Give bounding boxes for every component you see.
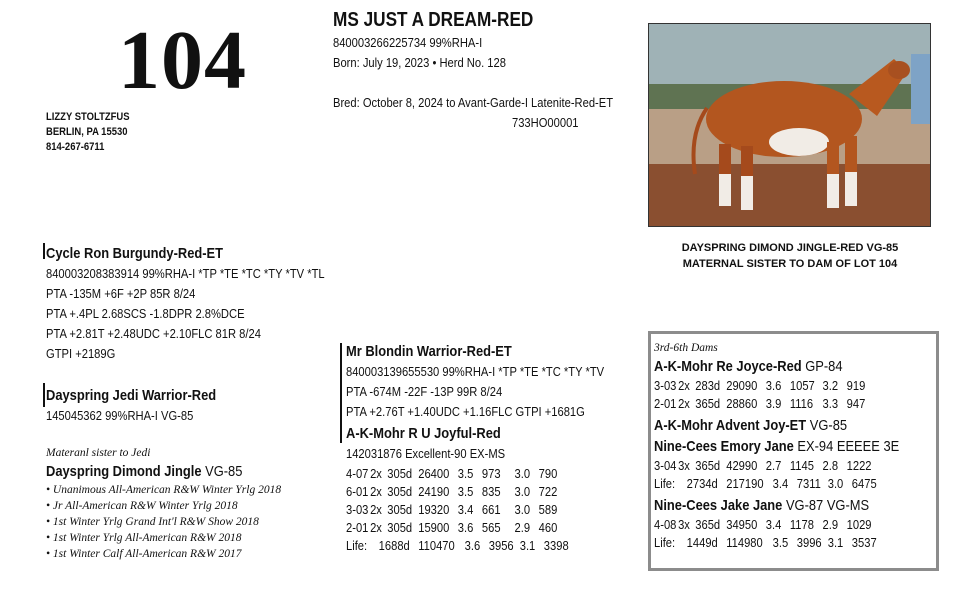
sister-awards <box>46 482 281 562</box>
granddam-records <box>346 465 610 555</box>
record-cell: 283d <box>695 378 721 393</box>
record-cell: 305d <box>387 520 413 535</box>
record-cell: 3.2 <box>822 378 839 393</box>
record-cell: 565 <box>481 520 501 535</box>
record-cell: 3.0 <box>514 466 531 481</box>
mgs-name: Mr Blondin Warrior-Red-ET <box>346 343 512 360</box>
record-cell: 305d <box>387 484 413 499</box>
record-cell: Life: <box>654 535 676 550</box>
box-dam2-heading <box>654 416 847 435</box>
award-item: • 1st Winter Yrlg All-American R&W 2018 <box>46 532 242 544</box>
lot-number: 104 <box>118 14 247 107</box>
record-cell: 790 <box>538 466 558 481</box>
mgs-line2: PTA -674M -22F -13P 99R 8/24 <box>346 384 503 399</box>
record-cell: 29090 <box>726 378 758 393</box>
record-cell: 2-01 <box>654 396 677 411</box>
record-cell: 1178 <box>789 517 814 532</box>
record-cell: 3.5 <box>772 535 789 550</box>
record-cell: 34950 <box>726 517 758 532</box>
record-cell: 110470 <box>418 538 455 553</box>
consignor-city: BERLIN, PA 15530 <box>46 126 128 138</box>
record-cell: 3x <box>678 517 690 532</box>
animal-bred: Bred: October 8, 2024 to Avant-Garde-I Latenite-Red-ET <box>333 95 614 110</box>
award-item: • Unanimous All-American R&W Winter Yrlg 2018 <box>46 484 282 496</box>
record-cell: 3.4 <box>772 476 789 491</box>
record-row <box>654 516 881 534</box>
sire-line5: GTPI +2189G <box>46 346 116 361</box>
box-dam1-score: GP-84 <box>801 358 843 375</box>
record-cell: 1145 <box>789 458 814 473</box>
record-cell: 3398 <box>543 538 569 553</box>
record-cell: 2.8 <box>822 458 839 473</box>
record-cell: 1222 <box>846 458 872 473</box>
record-cell: 661 <box>481 502 501 517</box>
record-cell: 835 <box>481 484 501 499</box>
box-dam3-heading <box>654 437 899 456</box>
record-row <box>346 519 573 537</box>
sister-note: Materanl sister to Jedi <box>46 447 151 459</box>
record-cell: 2734d <box>686 476 718 491</box>
record-cell: 2x <box>678 396 690 411</box>
record-cell: 365d <box>695 458 721 473</box>
sire-line3: PTA +.4PL 2.68SCS -1.8DPR 2.8%DCE <box>46 306 245 321</box>
record-cell: 2.9 <box>514 520 531 535</box>
record-cell: 3.4 <box>457 502 474 517</box>
cow-photo <box>648 23 931 227</box>
record-cell: 1688d <box>378 538 410 553</box>
record-cell: 3.3 <box>822 396 839 411</box>
box-dam3-records <box>654 457 918 493</box>
record-cell: 2.7 <box>765 458 782 473</box>
record-cell: 1057 <box>789 378 815 393</box>
record-row <box>346 501 573 519</box>
record-row <box>654 395 876 413</box>
record-cell: 3x <box>678 458 690 473</box>
mgs-bar <box>340 343 342 443</box>
record-cell: 1116 <box>789 396 814 411</box>
record-cell: 3.6 <box>765 378 782 393</box>
sire-bar <box>43 243 45 259</box>
record-cell: 4-08 <box>654 517 677 532</box>
record-cell: 460 <box>538 520 558 535</box>
record-cell: 2.9 <box>822 517 839 532</box>
animal-name: MS JUST A DREAM-RED <box>333 9 534 31</box>
record-cell: 305d <box>387 502 413 517</box>
sister-score: VG-85 <box>201 463 243 480</box>
sister-heading <box>46 462 242 481</box>
record-cell: Life: <box>654 476 676 491</box>
animal-id: 840003266225734 99%RHA-I <box>333 35 483 50</box>
record-cell: 3996 <box>796 535 822 550</box>
record-cell: 28860 <box>726 396 758 411</box>
record-cell: 3.0 <box>514 502 531 517</box>
box-dam3-name: Nine-Cees Emory Jane <box>654 438 794 455</box>
box-dam1-name: A-K-Mohr Re Joyce-Red <box>654 358 802 375</box>
record-cell: 3.6 <box>457 520 474 535</box>
sire-line1: 840003208383914 99%RHA-I *TP *TE *TC *TY *TV *TL <box>46 266 325 281</box>
box-dam4-name: Nine-Cees Jake Jane <box>654 497 783 514</box>
record-cell: 6-01 <box>346 484 369 499</box>
photo-caption-line1: DAYSPRING DIMOND JINGLE-RED VG-85 <box>681 242 899 254</box>
box-dam3-score: EX-94 EEEEE 3E <box>793 438 900 455</box>
dam-name: Dayspring Jedi Warrior-Red <box>46 387 217 404</box>
record-cell: 42990 <box>726 458 758 473</box>
record-cell: 1029 <box>846 517 872 532</box>
record-cell: 3.0 <box>827 476 844 491</box>
record-cell: 305d <box>387 466 413 481</box>
record-cell: 217190 <box>726 476 764 491</box>
box-dam1-heading <box>654 357 843 376</box>
animal-bred-code: 733HO00001 <box>512 115 579 130</box>
record-cell: 722 <box>538 484 558 499</box>
granddam-line1: 142031876 Excellent-90 EX-MS <box>346 446 506 461</box>
box-dam4-heading <box>654 496 869 515</box>
box-dam2-score: VG-85 <box>806 417 848 434</box>
record-cell: Life: <box>346 538 368 553</box>
sister-name: Dayspring Dimond Jingle <box>46 463 202 480</box>
record-cell: 365d <box>695 517 721 532</box>
box-dam4-records <box>654 516 918 552</box>
record-cell: 947 <box>846 396 866 411</box>
record-cell: 3537 <box>851 535 877 550</box>
record-cell: 2x <box>370 520 382 535</box>
dam-line1: 145045362 99%RHA-I VG-85 <box>46 408 194 423</box>
record-cell: 2x <box>370 502 382 517</box>
mgs-line3: PTA +2.76T +1.40UDC +1.16FLC GTPI +1681G <box>346 404 585 419</box>
record-row <box>654 457 881 475</box>
record-cell: 7311 <box>796 476 821 491</box>
award-item: • 1st Winter Calf All-American R&W 2017 <box>46 548 242 560</box>
record-cell: 2-01 <box>346 520 369 535</box>
record-cell: 589 <box>538 502 558 517</box>
record-cell: 973 <box>481 466 501 481</box>
record-cell: 3.9 <box>765 396 782 411</box>
box-dam4-score: VG-87 VG-MS <box>782 497 870 514</box>
granddam-name: A-K-Mohr R U Joyful-Red <box>346 425 501 442</box>
box-header: 3rd-6th Dams <box>654 342 718 354</box>
mgs-line1: 840003139655530 99%RHA-I *TP *TE *TC *TY *TV <box>346 364 605 379</box>
record-cell: 114980 <box>726 535 763 550</box>
animal-born: Born: July 19, 2023 • Herd No. 128 <box>333 55 506 70</box>
record-row <box>654 475 881 493</box>
record-cell: 26400 <box>418 466 450 481</box>
record-cell: 3956 <box>488 538 514 553</box>
cow-illustration <box>649 24 930 226</box>
record-cell: 4-07 <box>346 466 369 481</box>
photo-caption <box>648 240 932 272</box>
record-cell: 3.5 <box>457 484 474 499</box>
sire-line4: PTA +2.81T +2.48UDC +2.10FLC 81R 8/24 <box>46 326 261 341</box>
record-cell: 3-04 <box>654 458 677 473</box>
record-cell: 3.5 <box>457 466 474 481</box>
record-row <box>654 377 876 395</box>
box-dam2-name: A-K-Mohr Advent Joy-ET <box>654 417 807 434</box>
record-cell: 3-03 <box>654 378 677 393</box>
record-cell: 3.6 <box>464 538 481 553</box>
record-cell: 3.4 <box>765 517 782 532</box>
record-cell: 2x <box>370 466 382 481</box>
record-row <box>346 465 573 483</box>
record-cell: 3.0 <box>514 484 531 499</box>
award-item: • 1st Winter Yrlg Grand Int'l R&W Show 2018 <box>46 516 259 528</box>
award-item: • Jr All-American R&W Winter Yrlg 2018 <box>46 500 238 512</box>
record-cell: 3.1 <box>519 538 536 553</box>
record-cell: 15900 <box>418 520 450 535</box>
record-cell: 24190 <box>418 484 450 499</box>
record-row <box>346 537 573 555</box>
record-row <box>346 483 573 501</box>
record-cell: 19320 <box>418 502 450 517</box>
record-cell: 2x <box>678 378 690 393</box>
record-cell: 3.1 <box>827 535 844 550</box>
consignor-name: LIZZY STOLTZFUS <box>46 111 130 123</box>
dam-bar <box>43 383 45 407</box>
record-cell: 919 <box>846 378 866 393</box>
record-cell: 2x <box>370 484 382 499</box>
record-cell: 1449d <box>686 535 718 550</box>
record-cell: 3-03 <box>346 502 369 517</box>
sire-name: Cycle Ron Burgundy-Red-ET <box>46 245 224 262</box>
sire-line2: PTA -135M +6F +2P 85R 8/24 <box>46 286 196 301</box>
consignor-info <box>46 110 130 155</box>
box-dam1-records <box>654 377 912 413</box>
consignor-phone: 814-267-6711 <box>46 141 105 153</box>
photo-caption-line2: MATERNAL SISTER TO DAM OF LOT 104 <box>682 258 898 270</box>
record-cell: 365d <box>695 396 721 411</box>
record-cell: 6475 <box>851 476 877 491</box>
record-row <box>654 534 881 552</box>
